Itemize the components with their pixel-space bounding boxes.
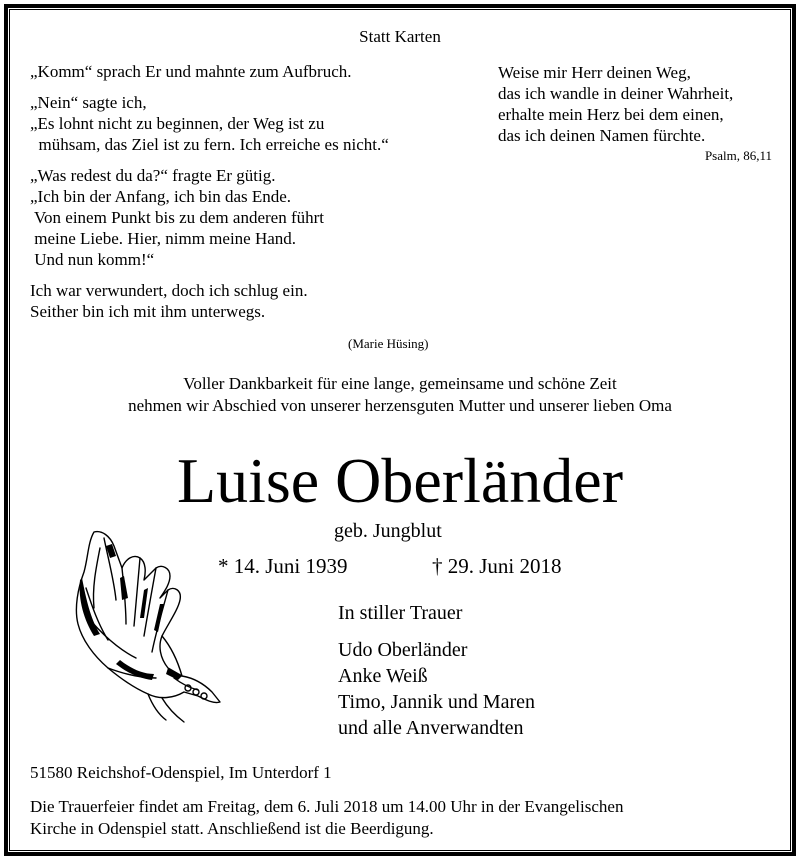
poem-stanza-1 [30, 61, 389, 82]
verse-line: das ich deinen Namen fürchte. [498, 126, 706, 145]
mourner-name: Udo Oberländer [338, 639, 468, 661]
poem-stanza-4 [30, 280, 389, 322]
funeral-line-1: Die Trauerfeier findet am Freitag, dem 6. Juli 2018 um 14.00 Uhr in der Evangelischen [30, 797, 624, 816]
poem-line: „Nein“ sagte ich, [30, 93, 147, 112]
poem-author: (Marie Hüsing) [348, 336, 429, 351]
praying-hands-icon [64, 528, 229, 726]
poem-line: „Ich bin der Anfang, ich bin das Ende. [30, 187, 292, 206]
poem-line: „Was redest du da?“ fragte Er gütig. [30, 166, 276, 185]
birth-date: * 14. Juni 1939 [218, 554, 348, 578]
verse-line: Weise mir Herr deinen Weg, [498, 63, 691, 82]
poem-line: Ich war verwundert, doch ich schlug ein. [30, 281, 308, 300]
verse-reference: Psalm, 86,11 [704, 148, 772, 163]
mourners-heading: In stiller Trauer [338, 602, 463, 624]
poem-line: Seither bin ich mit ihm unterwegs. [30, 302, 266, 321]
verse-line: das ich wandle in deiner Wahrheit, [498, 84, 734, 103]
poem-left [30, 61, 389, 322]
poem-stanza-2 [30, 92, 389, 155]
poem-line: meine Liebe. Hier, nimm meine Hand. [30, 229, 297, 248]
verse-line: erhalte mein Herz bei dem einen, [498, 105, 724, 124]
maiden-name: geb. Jungblut [334, 520, 442, 542]
mourner-name: und alle Anverwandten [338, 717, 524, 739]
poem-line: „Komm“ sprach Er und mahnte zum Aufbruch. [30, 62, 352, 81]
mourner-name: Anke Weiß [338, 665, 428, 687]
poem-line: „Es lohnt nicht zu beginnen, der Weg ist zu [30, 114, 325, 133]
poem-stanza-3 [30, 165, 389, 270]
funeral-line-2: Kirche in Odenspiel statt. Anschließend ist die Beerdigung. [30, 819, 434, 838]
mourners-list [338, 637, 535, 741]
poem-line: Von einem Punkt bis zu dem anderen führt [30, 208, 324, 227]
poem-line: Und nun komm!“ [30, 250, 155, 269]
intro-line-1: Voller Dankbarkeit für eine lange, gemeinsame und schöne Zeit [183, 374, 617, 393]
header-statt-karten: Statt Karten [359, 27, 441, 46]
mourner-name: Timo, Jannik und Maren [338, 691, 536, 713]
intro-line-2: nehmen wir Abschied von unserer herzensguten Mutter und unserer lieben Oma [128, 396, 672, 415]
poem-line: mühsam, das Ziel ist zu fern. Ich erreiche es nicht.“ [30, 135, 389, 154]
deceased-name: Luise Oberländer [176, 445, 624, 516]
address: 51580 Reichshof-Odenspiel, Im Unterdorf 1 [30, 763, 332, 782]
verse-right [498, 62, 733, 146]
death-date: † 29. Juni 2018 [432, 554, 562, 578]
